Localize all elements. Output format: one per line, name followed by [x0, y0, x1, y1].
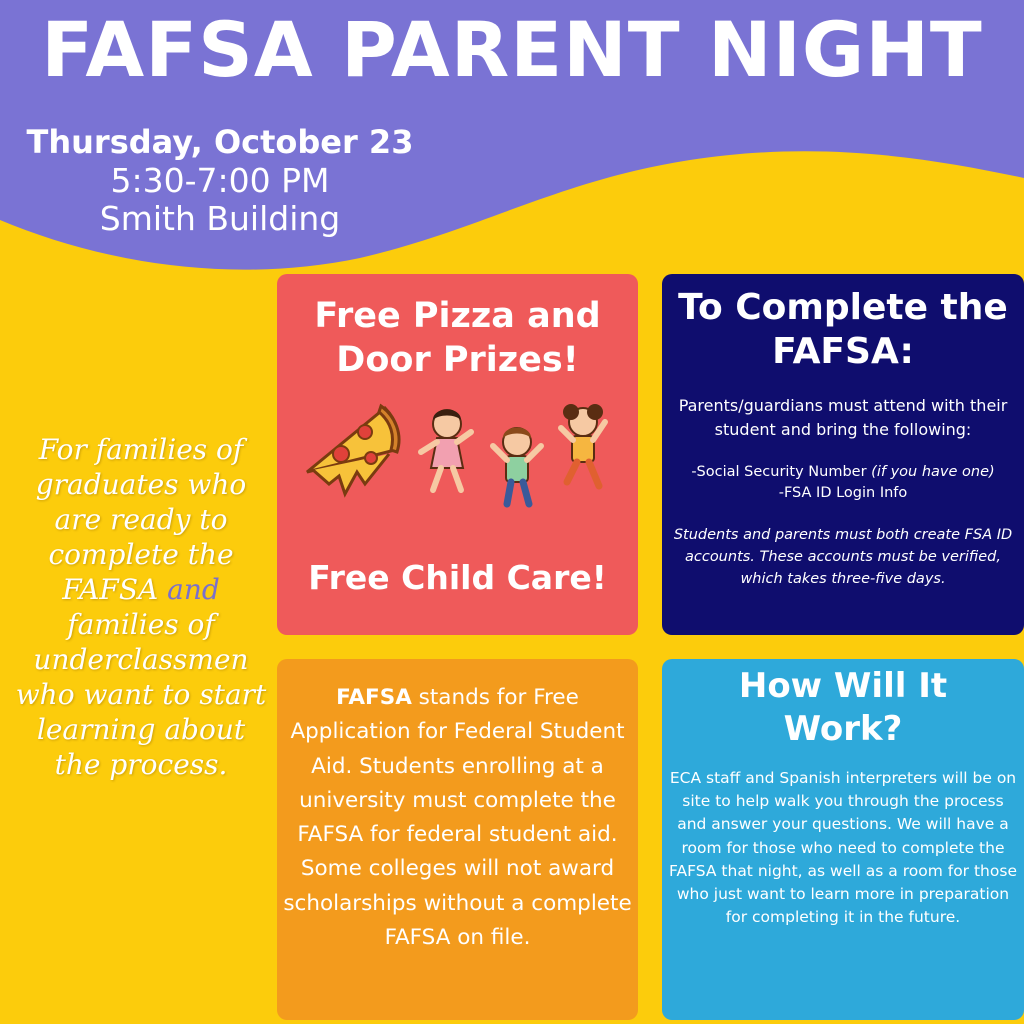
audience-statement	[10, 432, 272, 782]
requirements-heading-line2: FAFSA:	[772, 331, 914, 372]
audience-text-end: families of underclassmen who want to start learning about the process.	[15, 608, 267, 781]
requirements-list	[670, 462, 1016, 504]
pizza-card	[277, 274, 638, 635]
child-girl-2-icon	[561, 404, 605, 486]
pizza-slice-icon	[307, 406, 399, 494]
fafsa-definition-body: stands for Free Application for Federal Student Aid. Students enrolling at a university must complete the FAFSA for federal student aid. Some colleges will not award scholarships without a complete FAFSA on file.	[283, 685, 632, 951]
how-it-works-heading	[662, 665, 1024, 751]
pizza-card-heading	[277, 294, 638, 382]
requirements-heading	[662, 286, 1024, 374]
fafsa-term: FAFSA	[336, 685, 412, 710]
requirements-heading-line1: To Complete the	[678, 287, 1008, 328]
requirements-intro: Parents/guardians must attend with their student and bring the following:	[678, 396, 1008, 439]
audience-and: and	[167, 573, 220, 606]
event-location: Smith Building	[99, 199, 341, 238]
how-heading-line2: Work?	[783, 709, 903, 749]
event-title: FAFSA PARENT NIGHT	[41, 5, 983, 94]
pizza-heading-line2: Door Prizes!	[336, 340, 579, 380]
requirement-ssn: -Social Security Number	[691, 464, 867, 480]
audience-text-start: For families of graduates who are ready to complete the FAFSA	[35, 433, 247, 606]
pizza-and-kids-illustration	[299, 402, 619, 512]
event-time: 5:30-7:00 PM	[110, 161, 330, 200]
child-girl-icon	[421, 410, 471, 491]
event-date: Thursday, October 23	[26, 123, 414, 161]
fafsa-definition-text	[283, 681, 632, 955]
child-boy-icon	[493, 428, 541, 505]
pizza-heading-line1: Free Pizza and	[314, 296, 601, 336]
event-details	[20, 122, 420, 238]
how-heading-line1: How Will It	[738, 666, 948, 706]
fafsa-definition-card	[277, 659, 638, 1020]
requirement-ssn-note: (if you have one)	[871, 464, 995, 480]
requirements-note: Students and parents must both create FSA ID accounts. These accounts must be verified, which takes three-five days.	[673, 527, 1013, 587]
requirement-item	[670, 462, 1016, 483]
requirements-card	[662, 274, 1024, 635]
how-it-works-text: ECA staff and Spanish interpreters will be on site to help walk you through the process and answer your questions. We will have a room for those who need to complete the FAFSA that night, as well as a room for those who just want to learn more in preparation for completing it in the future.	[669, 769, 1017, 927]
requirement-fsa-id: -FSA ID Login Info	[778, 485, 908, 501]
free-child-care: Free Child Care!	[308, 558, 607, 597]
how-it-works-card	[662, 659, 1024, 1020]
